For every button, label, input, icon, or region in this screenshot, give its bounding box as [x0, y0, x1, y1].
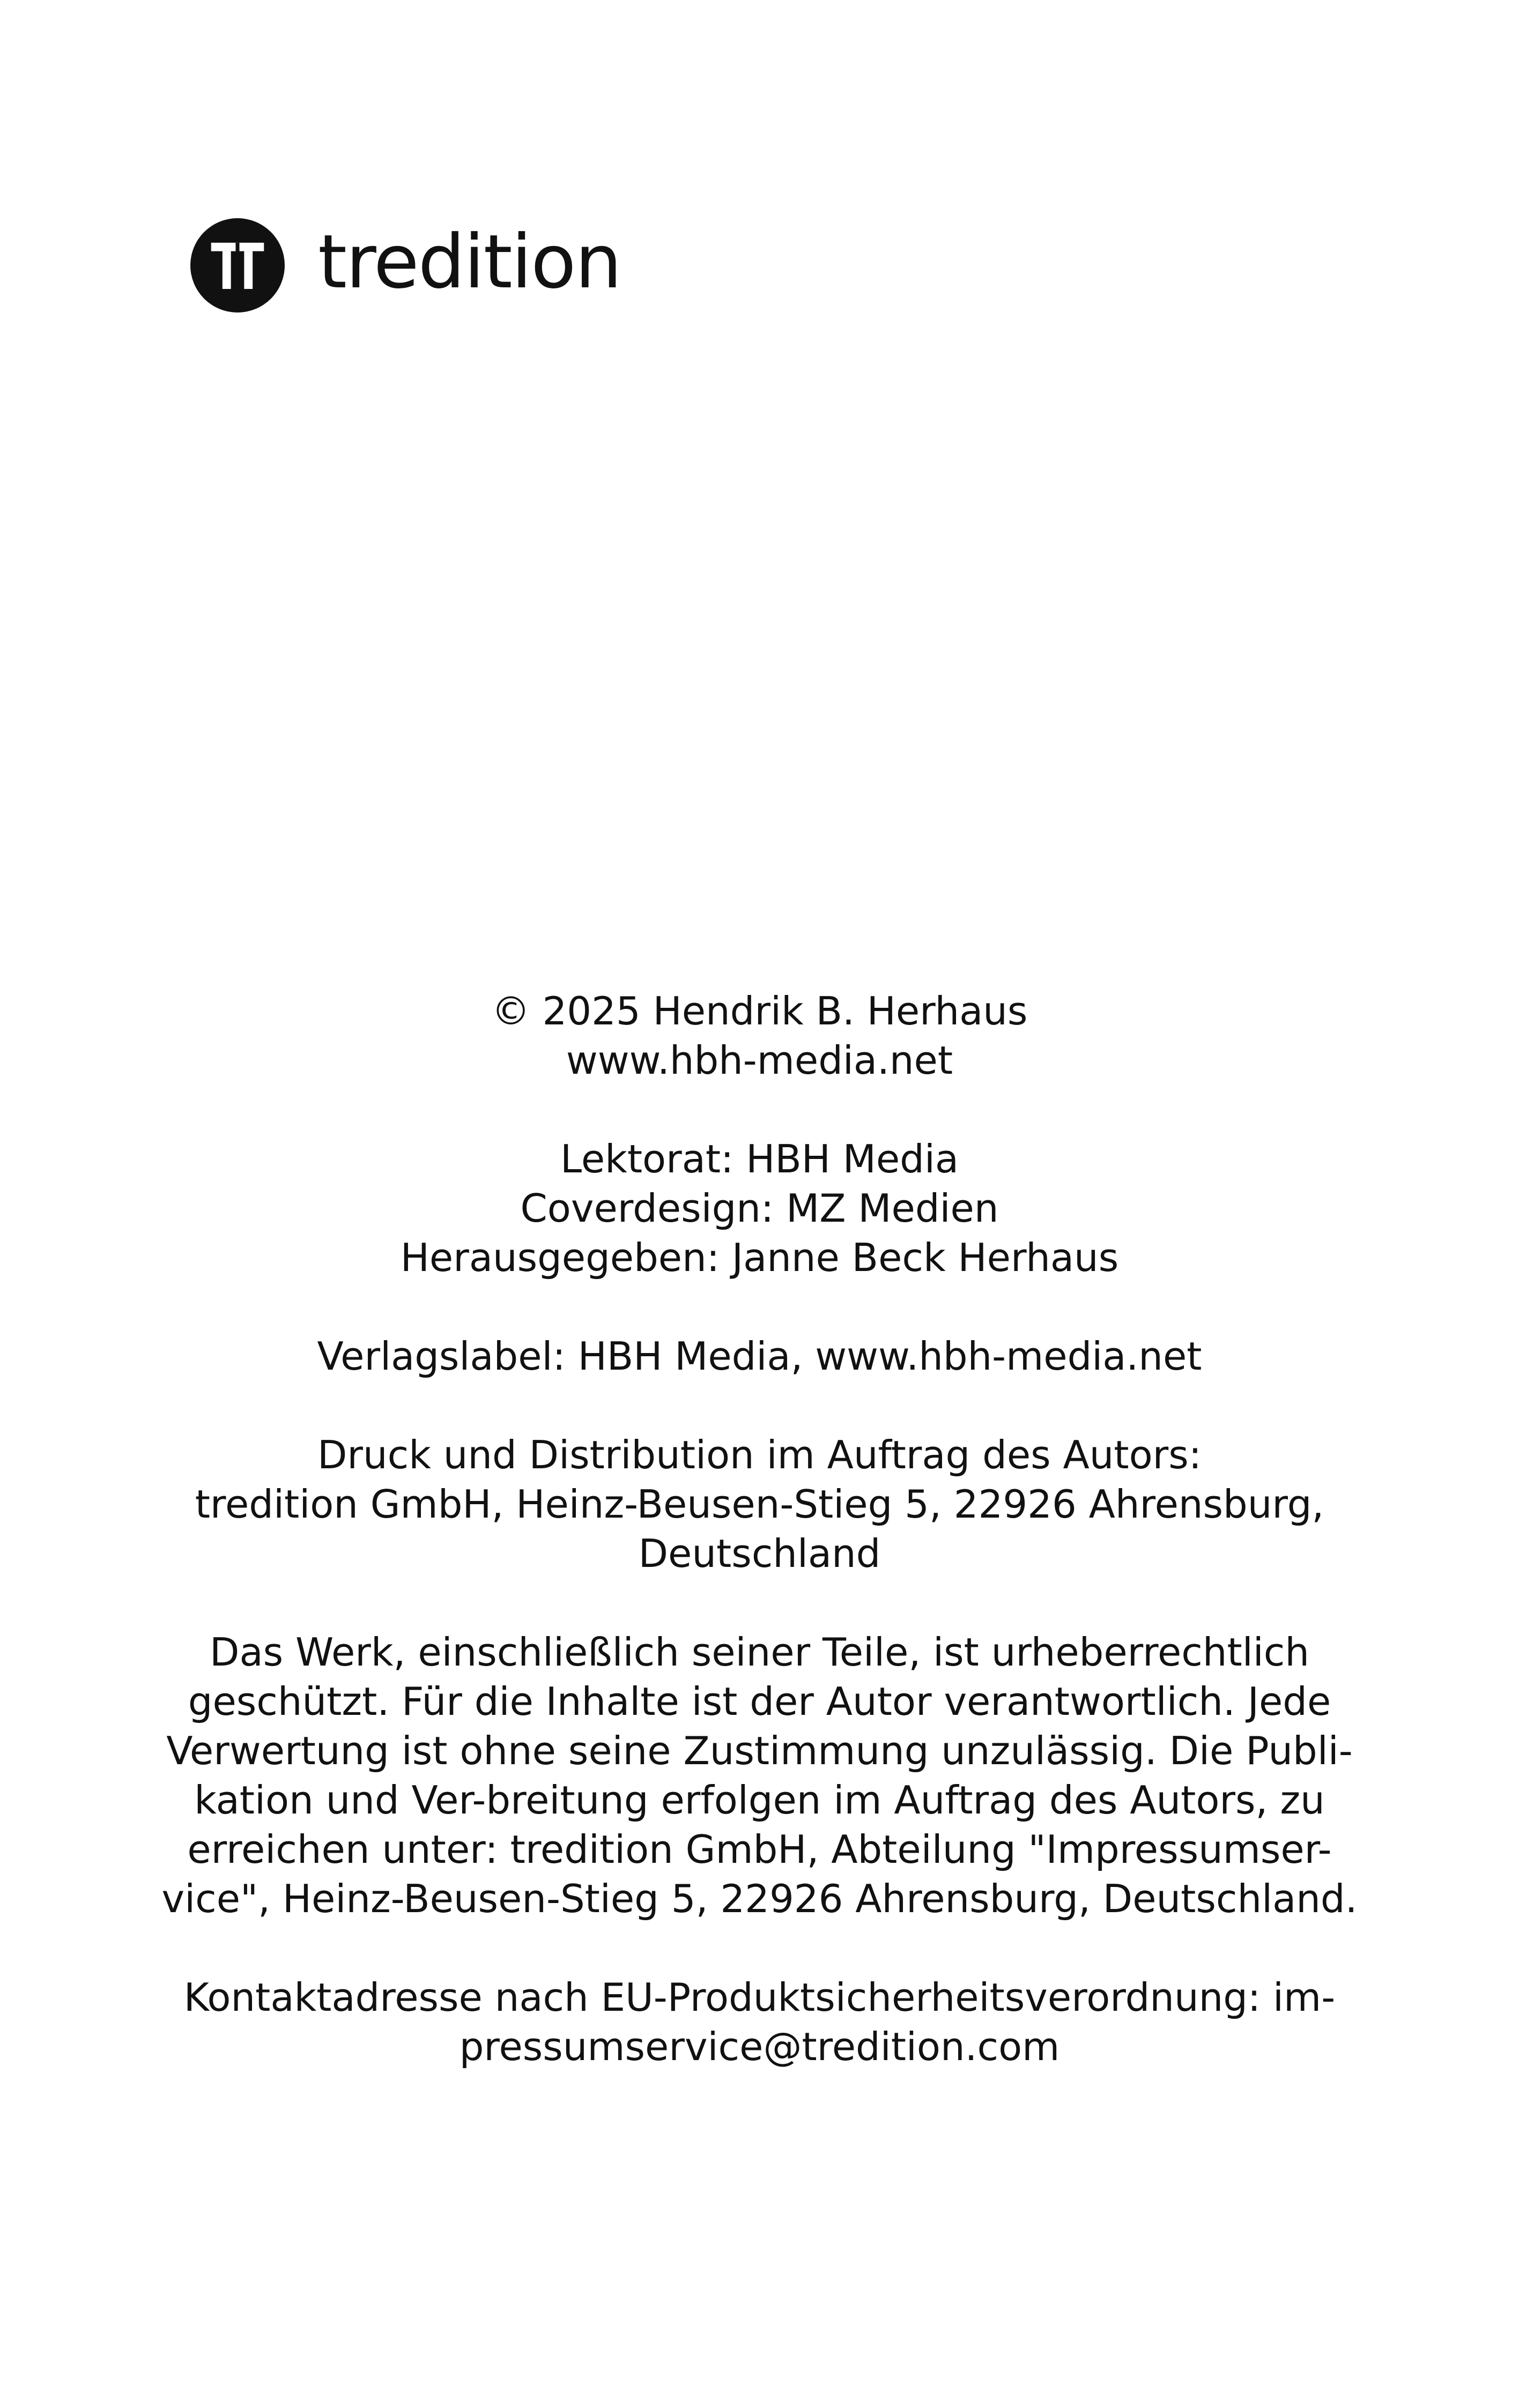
rights-line-5: erreichen unter: tredition GmbH, Abteilung "Impressumser-	[187, 1827, 1332, 1872]
tredition-logo-icon	[190, 218, 285, 313]
rights-line-1: Das Werk, einschließlich seiner Teile, ist urheberrechtlich	[210, 1630, 1309, 1675]
label-block	[161, 1332, 1358, 1381]
distribution-line-3: Deutschland	[638, 1531, 881, 1576]
contact-line-1: Kontaktadresse nach EU-Produktsicherheitsverordnung: im-	[183, 1975, 1336, 2020]
coverdesign-credit: Coverdesign: MZ Medien	[520, 1186, 999, 1231]
contact-email: pressumservice@tredition.com	[459, 2024, 1060, 2069]
publisher-logo	[190, 217, 621, 314]
rights-line-4: kation und Ver-breitung erfolgen im Auftrag des Autors, zu	[194, 1778, 1325, 1823]
credits-block	[161, 1134, 1358, 1282]
verlagslabel-line: Verlagslabel: HBH Media, www.hbh-media.net	[317, 1334, 1202, 1379]
copyright-line: © 2025 Hendrik B. Herhaus	[491, 989, 1028, 1034]
lektorat-credit: Lektorat: HBH Media	[560, 1136, 959, 1181]
distribution-line-1: Druck und Distribution im Auftrag des Autors:	[317, 1432, 1202, 1477]
rights-line-3: Verwertung ist ohne seine Zustimmung unzulässig. Die Publi-	[166, 1728, 1353, 1773]
rights-block	[161, 1627, 1358, 1923]
distribution-block	[161, 1430, 1358, 1578]
publisher-logo-wordmark: tredition	[318, 219, 621, 305]
author-website: www.hbh-media.net	[566, 1038, 953, 1083]
rights-line-6: vice", Heinz-Beusen-Stieg 5, 22926 Ahrensburg, Deutschland.	[161, 1876, 1358, 1921]
publisher-credit: Herausgegeben: Janne Beck Herhaus	[400, 1235, 1119, 1280]
rights-line-2: geschützt. Für die Inhalte ist der Autor verantwortlich. Jede	[188, 1679, 1331, 1724]
copyright-block	[161, 986, 1358, 1085]
contact-block	[161, 1973, 1358, 2071]
distribution-line-2: tredition GmbH, Heinz-Beusen-Stieg 5, 22926 Ahrensburg,	[195, 1482, 1324, 1527]
imprint-text	[161, 986, 1358, 2121]
